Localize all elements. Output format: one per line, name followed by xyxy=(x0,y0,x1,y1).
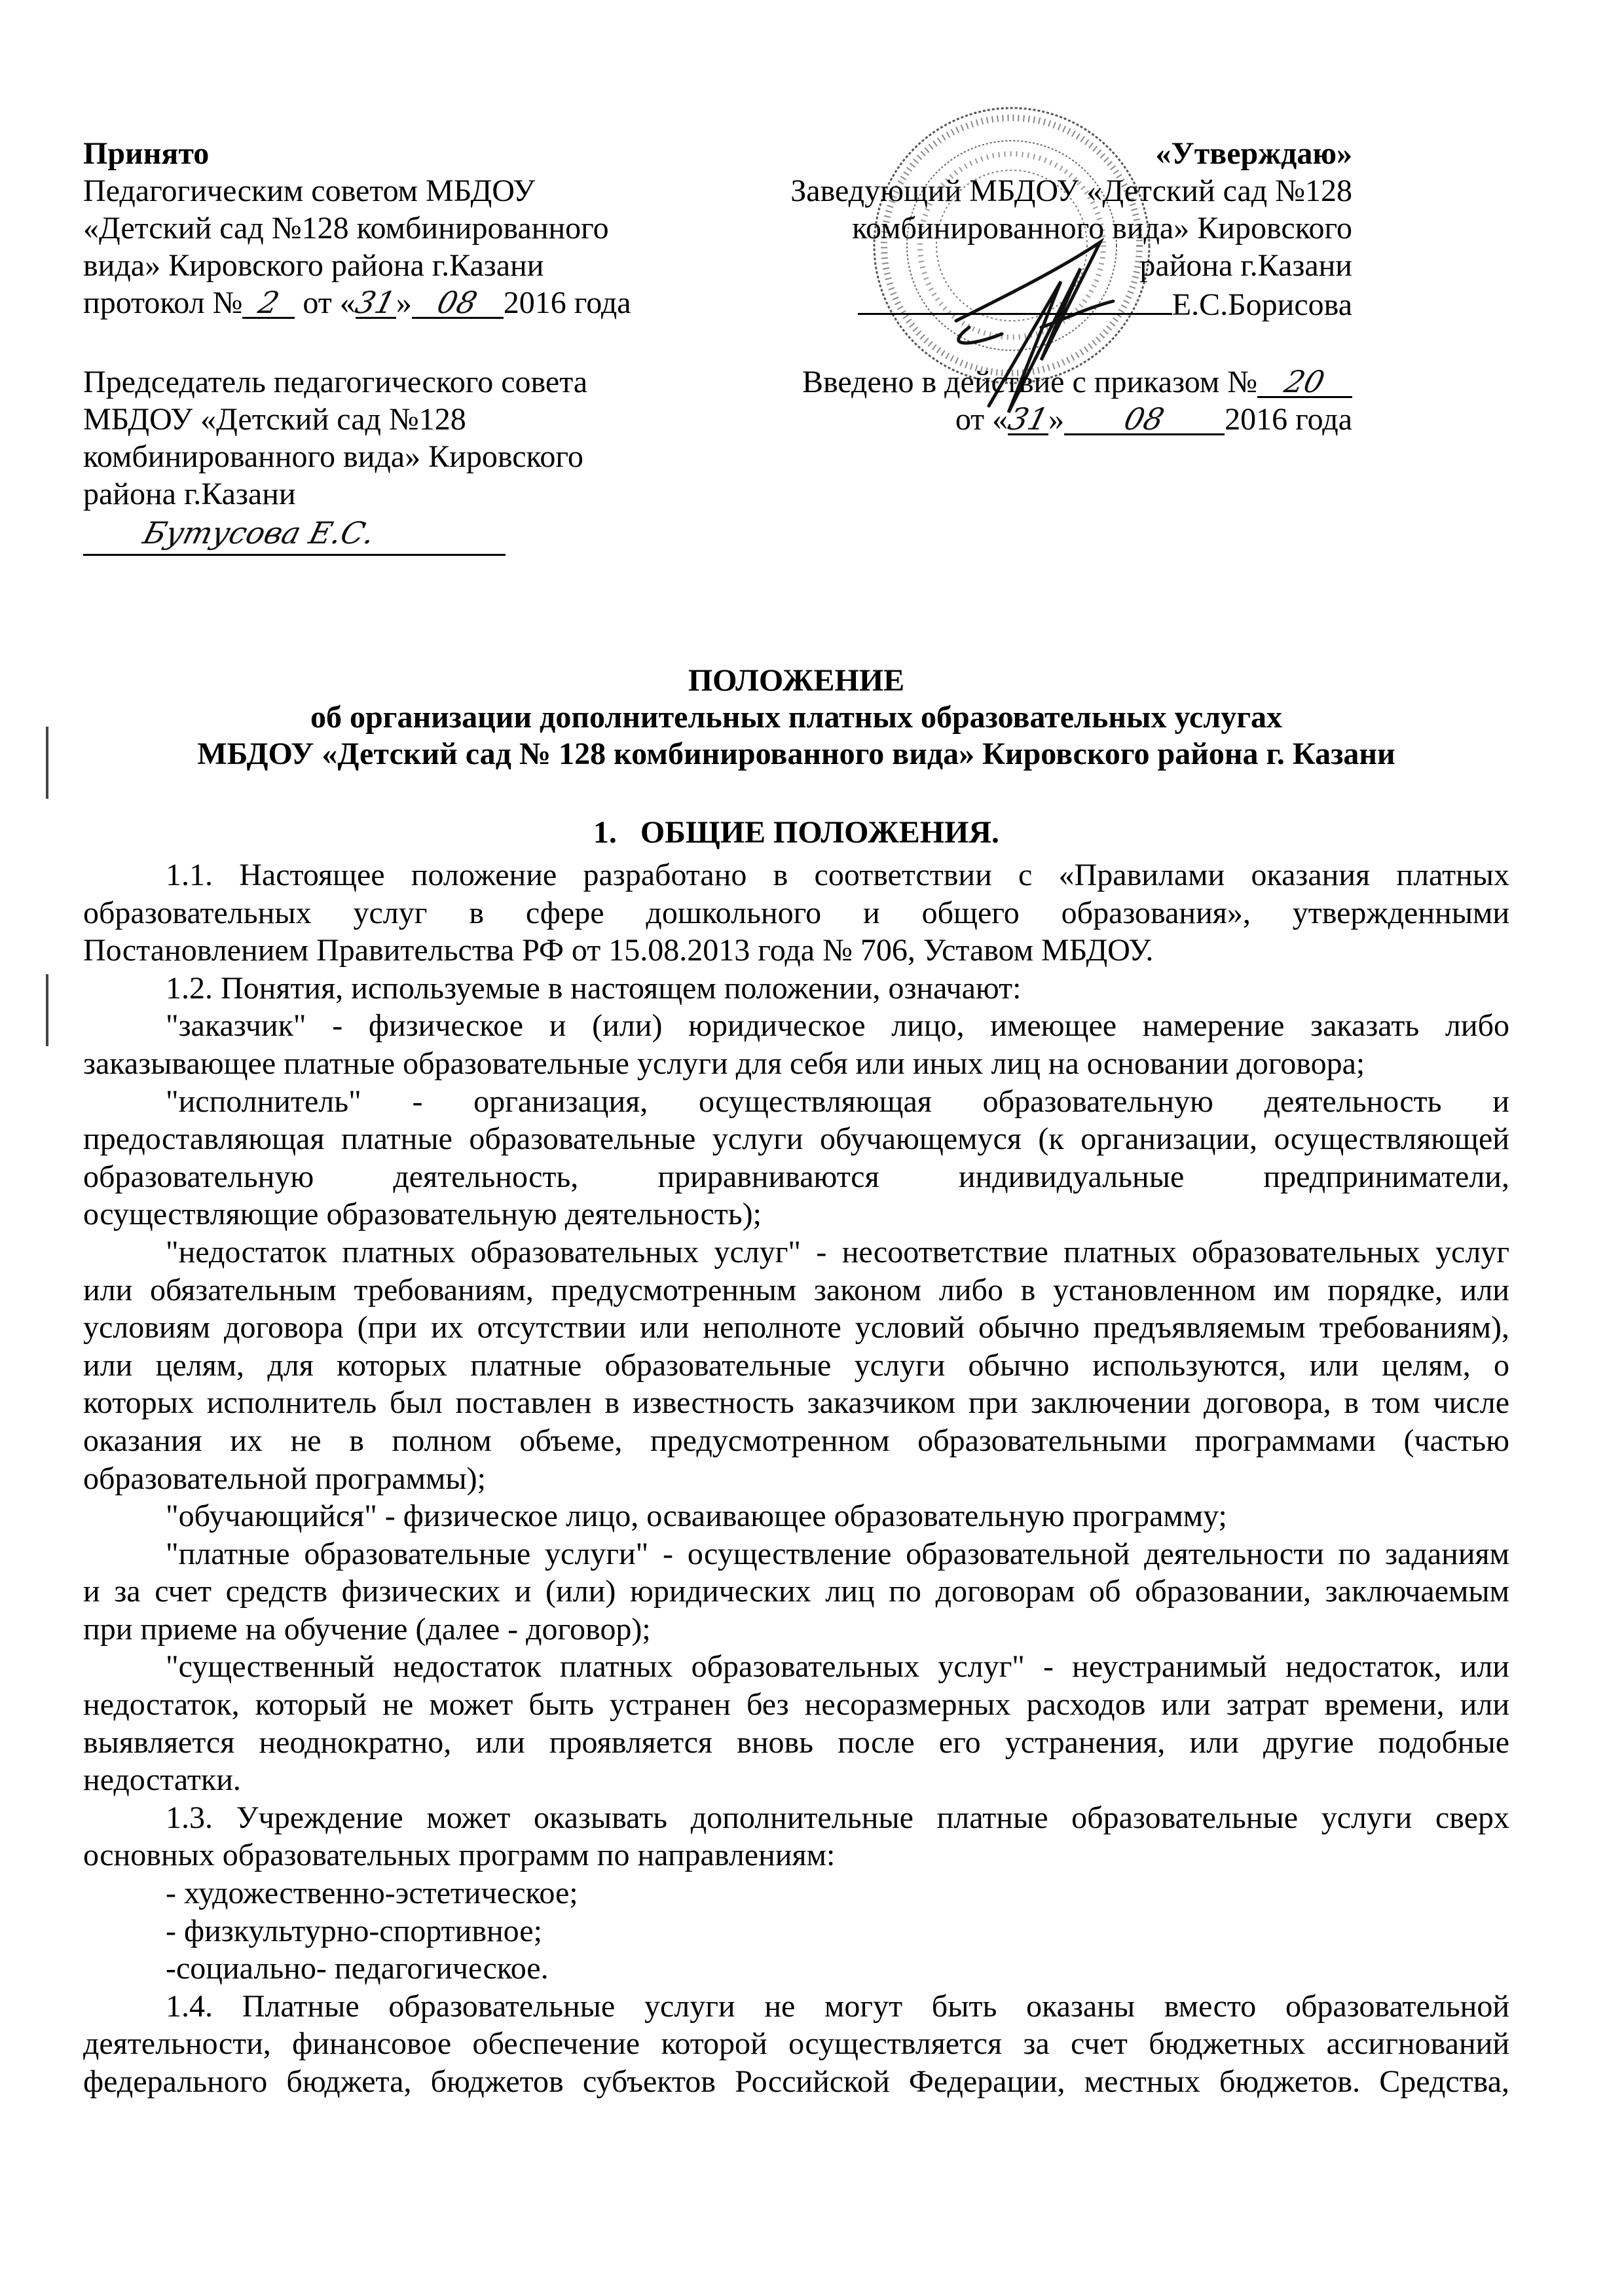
document-title: ПОЛОЖЕНИЕ xyxy=(688,663,905,698)
approve-label: «Утверждаю» xyxy=(1155,136,1352,171)
paragraph-line: - художественно-эстетическое; xyxy=(166,1876,578,1911)
paragraph-line: выявляется неоднократно, или проявляется вновь после его устранения, или другие подобные xyxy=(83,1724,1509,1760)
paragraph xyxy=(83,856,1509,970)
order-month-field: 08 xyxy=(1064,405,1225,435)
director-signature-field xyxy=(858,284,1172,315)
accepted-label: Принято xyxy=(83,136,210,171)
document-subtitle-org: МБДОУ «Детский сад № 128 комбинированного вида» Кировского района г. Казани xyxy=(197,737,1395,771)
paragraph-line: "платные образовательные услуги" - осуществление образовательной деятельности по заданиям xyxy=(166,1536,1509,1571)
paragraph-line: "обучающийся" - физическое лицо, осваивающее образовательную программу; xyxy=(166,1499,1227,1534)
council-line: вида» Кировского района г.Казани xyxy=(83,248,544,283)
director-line: комбинированного вида» Кировского xyxy=(852,211,1352,246)
paragraph xyxy=(83,1874,1509,1912)
paragraph-line: условиям договора (при их отсутствии или неполноте условий обычно предъявляемым требованиям), xyxy=(83,1310,1509,1345)
paragraph-line: образовательных услуг в сфере дошкольного и общего образования», утвержденными xyxy=(83,895,1509,930)
paragraph-line: при приеме на обучение (далее - договор); xyxy=(83,1611,651,1647)
paragraph-line: "заказчик" - физическое и (или) юридическое лицо, имеющее намерение заказать либо xyxy=(166,1008,1509,1044)
paragraph-line: образовательной программы); xyxy=(83,1461,486,1496)
chair-signature-line xyxy=(83,554,506,556)
paragraph-line: заказывающее платные образовательные услуги для себя или иных лиц на основании договора; xyxy=(83,1046,1365,1081)
paragraph-line: или обязательным требованиям, предусмотренным законом либо в установленном им порядке, или xyxy=(83,1272,1509,1307)
paragraph-line: деятельности, финансовое обеспечение которой осуществляется за счет бюджетных ассигнований xyxy=(83,2026,1509,2062)
paragraph-line: Постановлением Правительства РФ от 15.08.2013 года № 706, Уставом МБДОУ. xyxy=(83,933,1154,968)
section-heading: 1. ОБЩИЕ ПОЛОЖЕНИЯ. xyxy=(593,815,1000,850)
scan-artifact-mark xyxy=(46,727,48,799)
director-signature-line xyxy=(858,284,1352,321)
chair-signature: Бутусова Е.С. xyxy=(139,515,378,551)
paragraph-line: осуществляющие образовательную деятельность); xyxy=(83,1197,762,1232)
chair-line: Председатель педагогического совета xyxy=(83,365,588,399)
document-body xyxy=(83,856,1509,2101)
paragraph-line: 1.2. Понятия, используемые в настоящем положении, означают: xyxy=(166,970,1022,1006)
paragraph-line: или целям, для которых платные образовательные услуги обычно используются, или целям, о xyxy=(83,1347,1509,1383)
paragraph xyxy=(83,1950,1509,1988)
paragraph xyxy=(83,1233,1509,1497)
order-line: Введено в действие с приказом № 20 xyxy=(802,363,1352,401)
paragraph xyxy=(83,1497,1509,1535)
chair-line: района г.Казани xyxy=(83,477,296,511)
paragraph-line: "недостаток платных образовательных услуг" - несоответствие платных образовательных услуг xyxy=(166,1234,1509,1269)
paragraph xyxy=(83,1535,1509,1649)
paragraph-line: "исполнитель" - организация, осуществляющая образовательную деятельность и xyxy=(166,1084,1509,1119)
paragraph-line: 1.3. Учреждение может оказывать дополнительные платные образовательные услуги сверх xyxy=(166,1800,1509,1835)
protocol-number-field: 2 xyxy=(242,288,295,319)
paragraph xyxy=(83,970,1509,1008)
order-date-line: от «31» 08 2016 года xyxy=(955,401,1352,437)
paragraph-line: федерального бюджета, бюджетов субъектов Российской Федерации, местных бюджетов. Средства, xyxy=(83,2064,1509,2099)
paragraph-line: 1.1. Настоящее положение разработано в соответствии с «Правилами оказания платных xyxy=(166,858,1509,892)
paragraph-line: недостатки. xyxy=(83,1762,241,1798)
director-line: района г.Казани xyxy=(1139,248,1352,283)
protocol-line: протокол № 2 от «31» 08 2016 года xyxy=(83,285,631,320)
paragraph xyxy=(83,1988,1509,2101)
scan-artifact-mark xyxy=(46,974,48,1046)
paragraph-line: которых исполнитель был поставлен в известность заказчиком при заключении договора, в том числе xyxy=(83,1385,1509,1421)
paragraph xyxy=(83,1648,1509,1798)
document-subtitle: об организации дополнительных платных образовательных услугах xyxy=(310,700,1283,735)
paragraph xyxy=(83,1799,1509,1874)
paragraph-line: 1.4. Платные образовательные услуги не могут быть оказаны вместо образовательной xyxy=(166,1988,1509,2024)
director-line: Заведующий МБДОУ «Детский сад №128 xyxy=(790,173,1352,208)
paragraph xyxy=(83,1007,1509,1082)
protocol-month-field: 08 xyxy=(412,288,504,319)
paragraph-line: -социально- педагогическое. xyxy=(166,1951,549,1986)
paragraph-line: "существенный недостаток платных образовательных услуг" - неустранимый недостаток, или xyxy=(166,1649,1509,1685)
paragraph-line: образовательную деятельность, приравниваются индивидуальные предприниматели, xyxy=(83,1159,1509,1194)
protocol-day-field: 31 xyxy=(352,285,399,320)
paragraph xyxy=(83,1912,1509,1950)
paragraph-line: и за счет средств физических и (или) юридических лиц по договорам об образовании, заключаемым xyxy=(83,1574,1509,1609)
paragraph-line: - физкультурно-спортивное; xyxy=(166,1913,542,1948)
order-day-field: 31 xyxy=(1005,401,1052,437)
council-line: Педагогическим советом МБДОУ xyxy=(83,173,536,208)
council-line: «Детский сад №128 комбинированного xyxy=(83,211,609,246)
director-name: Е.С.Борисова xyxy=(1172,287,1352,322)
paragraph-line: предоставляющая платные образовательные услуги обучающемуся (к организации, осуществляющей xyxy=(83,1121,1509,1157)
chair-line: МБДОУ «Детский сад №128 xyxy=(83,402,466,437)
paragraph-line: недостаток, который не может быть устранен без несоразмерных расходов или затрат времени, или xyxy=(83,1687,1509,1722)
chair-line: комбинированного вида» Кировского xyxy=(83,439,583,474)
paragraph xyxy=(83,1083,1509,1233)
order-number-field: 20 xyxy=(1257,367,1352,398)
paragraph-line: основных образовательных программ по направлениям: xyxy=(83,1838,836,1873)
paragraph-line: оказания их не в полном объеме, предусмотренном образовательными программами (частью xyxy=(83,1423,1509,1458)
protocol-prefix: протокол № xyxy=(83,285,243,320)
